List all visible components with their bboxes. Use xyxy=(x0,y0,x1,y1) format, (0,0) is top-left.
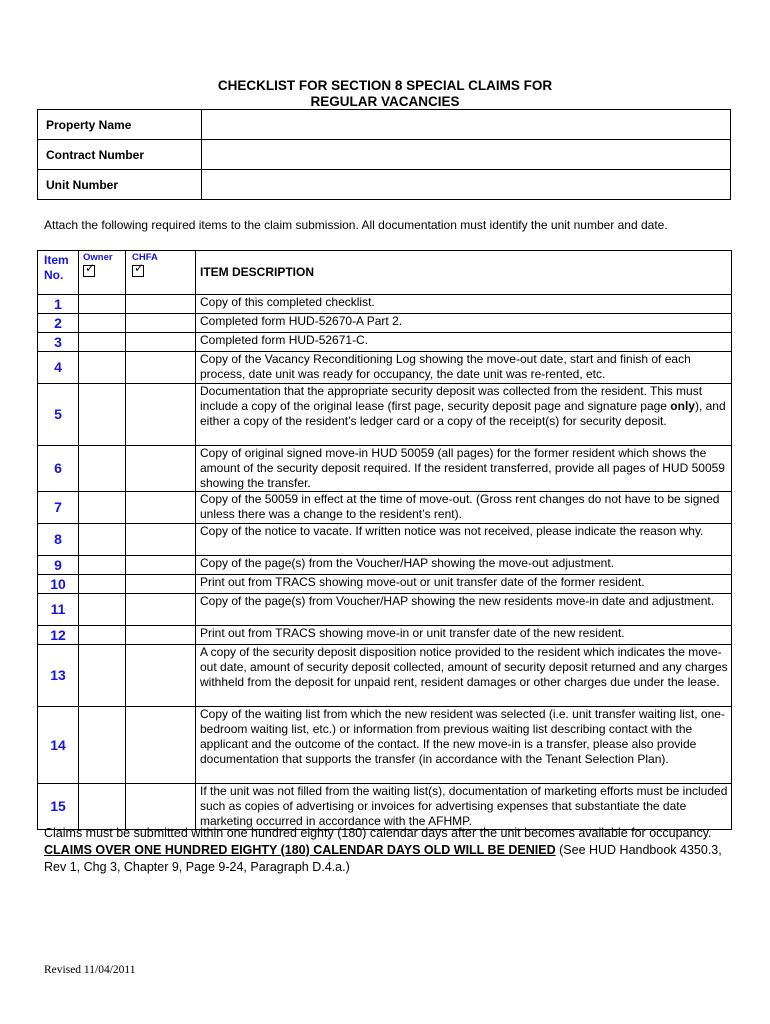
item-description: Copy of original signed move-in HUD 50059 (all pages) for the former resident which shows the amount of the security deposit required. If the resident transferred, provide all pages of HUD 50059 showing the transfer. xyxy=(196,446,732,492)
table-row xyxy=(38,314,732,333)
owner-check-cell[interactable] xyxy=(79,492,126,524)
contract-number-label: Contract Number xyxy=(38,140,202,170)
owner-check-cell[interactable] xyxy=(79,352,126,384)
table-row xyxy=(38,784,732,830)
chfa-check-cell[interactable] xyxy=(126,314,196,333)
item-description xyxy=(196,384,732,446)
owner-check-glyph: ✓ xyxy=(85,261,96,275)
chfa-check-cell[interactable] xyxy=(126,446,196,492)
item-number: 8 xyxy=(38,524,79,556)
item-header-line2: No. xyxy=(44,268,64,282)
owner-check-cell[interactable] xyxy=(79,784,126,830)
owner-check-cell[interactable] xyxy=(79,295,126,314)
unit-number-field[interactable] xyxy=(202,170,731,200)
table-row xyxy=(38,707,732,784)
chfa-check-cell[interactable] xyxy=(126,575,196,594)
owner-check-icon xyxy=(83,261,96,277)
form-title-line1: CHECKLIST FOR SECTION 8 SPECIAL CLAIMS FOR xyxy=(217,78,553,93)
item-description: Copy of the 50059 in effect at the time of move-out. (Gross rent changes do not have to be signed unless there was a change to the resident’s rent). xyxy=(196,492,732,524)
revised-date: Revised 11/04/2011 xyxy=(44,964,136,976)
chfa-check-cell[interactable] xyxy=(126,645,196,707)
footer-notice xyxy=(44,825,734,876)
chfa-check-cell[interactable] xyxy=(126,784,196,830)
item-number: 9 xyxy=(38,556,79,575)
owner-check-cell[interactable] xyxy=(79,314,126,333)
item-number: 7 xyxy=(38,492,79,524)
owner-check-cell[interactable] xyxy=(79,626,126,645)
item-description: Copy of this completed checklist. xyxy=(196,295,732,314)
item-description: Copy of the page(s) from the Voucher/HAP showing the move-out adjustment. xyxy=(196,556,732,575)
info-row xyxy=(38,140,731,170)
property-info-table xyxy=(37,109,731,200)
item-number: 3 xyxy=(38,333,79,352)
footer-line1: Claims must be submitted within one hundred eighty (180) calendar days after the unit becomes available for occupancy. xyxy=(44,826,712,840)
owner-check-cell[interactable] xyxy=(79,707,126,784)
item-description: Copy of the Vacancy Reconditioning Log showing the move-out date, start and finish of each process, date unit was ready for occupancy, the date unit was re-rented, etc. xyxy=(196,352,732,384)
contract-number-field[interactable] xyxy=(202,140,731,170)
owner-check-cell[interactable] xyxy=(79,524,126,556)
item-description-header: ITEM DESCRIPTION xyxy=(196,251,732,295)
chfa-check-cell[interactable] xyxy=(126,556,196,575)
chfa-check-cell[interactable] xyxy=(126,492,196,524)
owner-check-cell[interactable] xyxy=(79,384,126,446)
table-row xyxy=(38,333,732,352)
item-number: 11 xyxy=(38,594,79,626)
checklist-table xyxy=(37,250,732,830)
property-name-field[interactable] xyxy=(202,110,731,140)
item-number: 13 xyxy=(38,645,79,707)
owner-label: Owner xyxy=(83,252,113,263)
chfa-check-glyph: ✓ xyxy=(134,261,145,275)
item-header-line1: Item xyxy=(44,253,69,267)
item-number: 2 xyxy=(38,314,79,333)
item-description: Copy of the page(s) from Voucher/HAP showing the new residents move-in date and adjustment. xyxy=(196,594,732,626)
table-row xyxy=(38,556,732,575)
table-row xyxy=(38,295,732,314)
owner-check-cell[interactable] xyxy=(79,594,126,626)
table-row xyxy=(38,524,732,556)
table-row xyxy=(38,446,732,492)
table-row xyxy=(38,575,732,594)
owner-check-cell[interactable] xyxy=(79,575,126,594)
owner-check-cell[interactable] xyxy=(79,645,126,707)
chfa-check-cell[interactable] xyxy=(126,295,196,314)
property-name-label: Property Name xyxy=(38,110,202,140)
owner-check-cell[interactable] xyxy=(79,556,126,575)
info-row xyxy=(38,170,731,200)
item-description: Completed form HUD-52670-A Part 2. xyxy=(196,314,732,333)
item-description: Copy of the notice to vacate. If written notice was not received, please indicate the reason why. xyxy=(196,524,732,556)
item-number: 5 xyxy=(38,384,79,446)
item-description: A copy of the security deposit disposition notice provided to the resident which indicates the move-out date, amount of security deposit collected, amount of security deposit returned and any charges withheld from the deposit for unpaid rent, resident damages or other charges due under the lease. xyxy=(196,645,732,707)
attach-instructions: Attach the following required items to the claim submission. All documentation must identify the unit number and date. xyxy=(44,218,668,232)
unit-number-label: Unit Number xyxy=(38,170,202,200)
item-number: 6 xyxy=(38,446,79,492)
table-row xyxy=(38,594,732,626)
item-number: 10 xyxy=(38,575,79,594)
chfa-check-icon xyxy=(132,261,145,277)
table-row xyxy=(38,352,732,384)
item-number: 14 xyxy=(38,707,79,784)
item-description: Copy of the waiting list from which the new resident was selected (i.e. unit transfer waiting list, one-bedroom waiting list, etc.) or information from previous waiting list describing contact with the applicant and the outcome of the contact. If the new move-in is a transfer, please also provide documentation that supports the transfer (in accordance with the Tenant Selection Plan). xyxy=(196,707,732,784)
chfa-label: CHFA xyxy=(132,252,158,263)
item-number: 4 xyxy=(38,352,79,384)
table-row xyxy=(38,384,732,446)
item-number: 1 xyxy=(38,295,79,314)
table-row xyxy=(38,626,732,645)
item-description: Print out from TRACS showing move-out or unit transfer date of the former resident. xyxy=(196,575,732,594)
owner-check-cell[interactable] xyxy=(79,333,126,352)
table-row xyxy=(38,645,732,707)
item-number: 12 xyxy=(38,626,79,645)
chfa-check-cell[interactable] xyxy=(126,626,196,645)
chfa-header xyxy=(126,251,196,295)
owner-check-cell[interactable] xyxy=(79,446,126,492)
item-5-text-bold: only xyxy=(670,399,695,413)
chfa-check-cell[interactable] xyxy=(126,384,196,446)
chfa-check-cell[interactable] xyxy=(126,352,196,384)
item-description: If the unit was not filled from the waiting list(s), documentation of marketing efforts must be included such as copies of advertising or invoices for advertising expenses that substantiate the date marketing occurred in accordance with the AFHMP. xyxy=(196,784,732,830)
chfa-check-cell[interactable] xyxy=(126,594,196,626)
chfa-check-cell[interactable] xyxy=(126,524,196,556)
item-description: Completed form HUD-52671-C. xyxy=(196,333,732,352)
item-no-header xyxy=(38,251,79,295)
footer-reference: (See HUD Handbook 4350.3, Rev 1, Chg 3, Chapter 9, Page 9-24, Paragraph D.4.a.) xyxy=(44,843,722,874)
form-title-line2: REGULAR VACANCIES xyxy=(310,94,460,109)
item-number: 15 xyxy=(38,784,79,830)
item-5-text-after: ), and either a copy of the resident’s ledger card or a copy of the receipt(s) for security deposit. xyxy=(200,399,726,428)
footer-denial-warning: CLAIMS OVER ONE HUNDRED EIGHTY (180) CALENDAR DAYS OLD WILL BE DENIED xyxy=(44,843,556,857)
item-description: Print out from TRACS showing move-in or unit transfer date of the new resident. xyxy=(196,626,732,645)
owner-header xyxy=(79,251,126,295)
info-row xyxy=(38,110,731,140)
item-5-text-before: Documentation that the appropriate security deposit was collected from the resident. This must include a copy of the original lease (first page, security deposit page and signature page xyxy=(200,384,703,413)
table-row xyxy=(38,492,732,524)
chfa-check-cell[interactable] xyxy=(126,707,196,784)
chfa-check-cell[interactable] xyxy=(126,333,196,352)
checklist-header-row xyxy=(38,251,732,295)
